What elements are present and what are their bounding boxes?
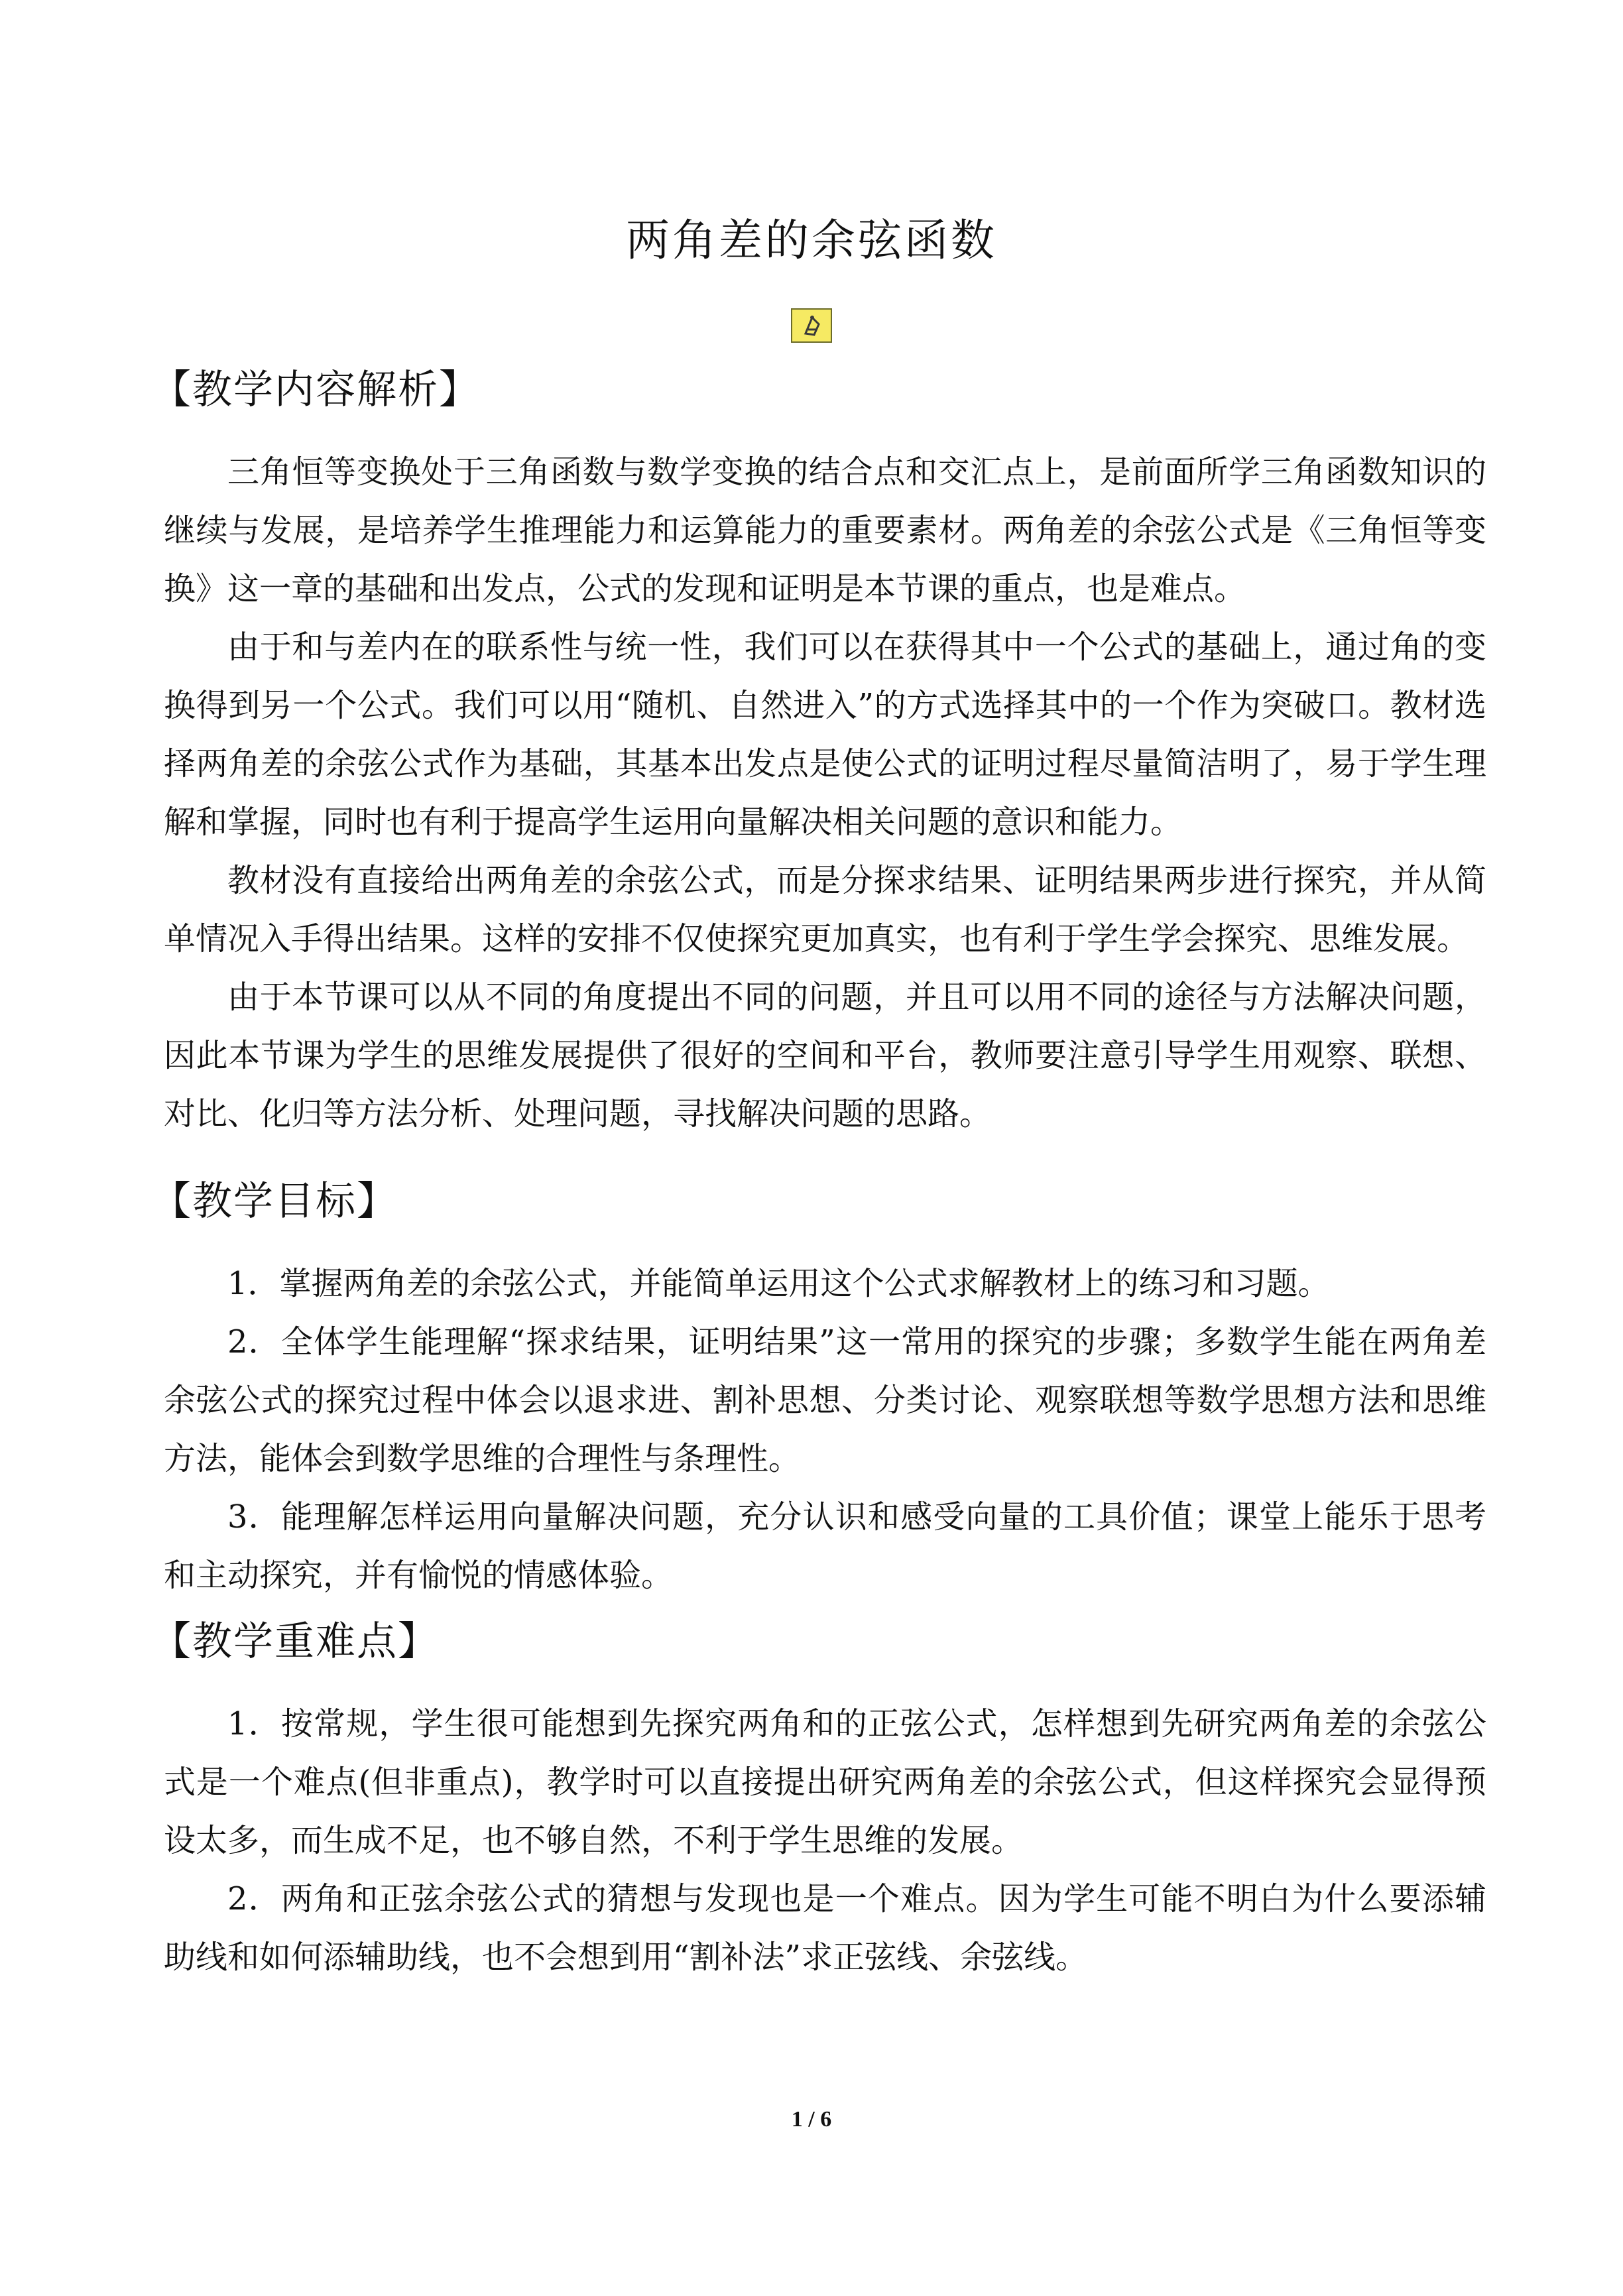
document-title: 两角差的余弦函数 <box>626 215 997 266</box>
paragraph: 2．两角和正弦余弦公式的猜想与发现也是一个难点。因为学生可能不明白为什么要添辅助线和如何添辅助线，也不会想到用“割补法”求正弦线、余弦线。 <box>164 1880 1486 1976</box>
paragraph: 由于本节课可以从不同的角度提出不同的问题，并且可以用不同的途径与方法解决问题，因此本节课为学生的思维发展提供了很好的空间和平台，教师要注意引导学生用观察、联想、对比、化归等方法分析、处理问题，寻找解决问题的思路。 <box>164 979 1486 1132</box>
paragraph: 教材没有直接给出两角差的余弦公式，而是分探求结果、证明结果两步进行探究，并从简单情况入手得出结果。这样的安排不仅使探究更加真实，也有利于学生学会探究、思维发展。 <box>164 862 1486 957</box>
paragraph: 1．掌握两角差的余弦公式，并能简单运用这个公式求解教材上的练习和习题。 <box>227 1265 1330 1302</box>
section-heading-key-difficulties: 【教学重难点】 <box>151 1618 439 1665</box>
section-heading-teaching-objectives: 【教学目标】 <box>151 1178 398 1225</box>
section-heading-content-analysis: 【教学内容解析】 <box>151 367 480 413</box>
page-number: 1 / 6 <box>791 2107 832 2132</box>
paragraph: 由于和与差内在的联系性与统一性，我们可以在获得其中一个公式的基础上，通过角的变换得到另一个公式。我们可以用“随机、自然进入”的方式选择其中的一个作为突破口。教材选择两角差的余弦公式作为基础，其基本出发点是使公式的证明过程尽量简洁明了，易于学生理解和掌握，同时也有利于提高学生运用向量解决相关问题的意识和能力。 <box>164 629 1486 841</box>
paragraph: 1．按常规，学生很可能想到先探究两角和的正弦公式，怎样想到先研究两角差的余弦公式是一个难点(但非重点)，教学时可以直接提出研究两角差的余弦公式，但这样探究会显得预设太多，而生成不足，也不够自然，不利于学生思维的发展。 <box>164 1705 1486 1859</box>
embedded-object-icon[interactable] <box>791 308 832 343</box>
paragraph: 2．全体学生能理解“探求结果，证明结果”这一常用的探究的步骤；多数学生能在两角差余弦公式的探究过程中体会以退求进、割补思想、分类讨论、观察联想等数学思想方法和思维方法，能体会到数学思维的合理性与条理性。 <box>164 1323 1486 1477</box>
paragraph: 三角恒等变换处于三角函数与数学变换的结合点和交汇点上，是前面所学三角函数知识的继续与发展，是培养学生推理能力和运算能力的重要素材。两角差的余弦公式是《三角恒等变换》这一章的基础和出发点，公式的发现和证明是本节课的重点，也是难点。 <box>164 453 1486 607</box>
paragraph: 3．能理解怎样运用向量解决问题，充分认识和感受向量的工具价值；课堂上能乐于思考和主动探究，并有愉悦的情感体验。 <box>164 1498 1486 1594</box>
